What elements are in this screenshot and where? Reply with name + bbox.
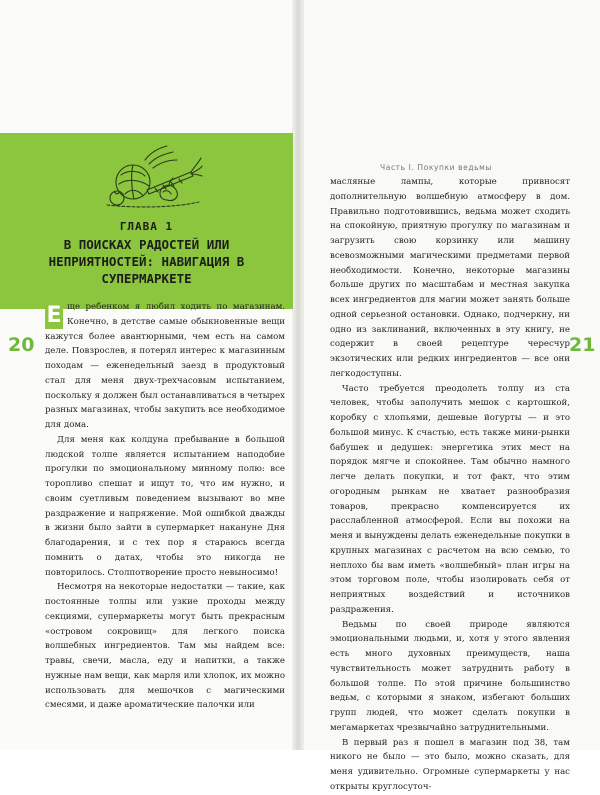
vegetables-sketch-icon — [103, 142, 203, 210]
right-paragraph-2: Часто требуется преодолеть толпу из ста человек, чтобы заполучить мешок с картошкой, коробку с хлопьями, дешевые йогурты — и это большой минус. К счастью, есть также мини-рынки бабушек и дедушек: энергетика этих мест на порядок мягче и спокойнее. Там обычно намного легче делать покупки, и тот факт, что этим огородным рынкам не хватает разнообразия товаров, прекрасно компенсируется их расслабленной атмосферой. Если вы похожи на меня и вынуждены делать еженедельные покупки в крупных магазинах с расчетом на всю семью, то неплохо бы вам иметь «волшебный» план игры на этом торговом поле, чтобы изолировать себя от неприятных воздействий и источников раздражения. — [330, 383, 570, 615]
left-paragraph-1 — [45, 300, 285, 433]
left-paragraph-2: Для меня как колдуна пребывание в большой людской толпе является испытанием наподобие прогулки по эмоциональному минному полю: все торопливо спешат и ищут то, что им нужно, и своим суетливым поведением вызывают во мне раздражение и напряжение. Мой ошибкой дважды в жизни было зайти в супермаркет накануне Дня благодарения, и с тех пор я стараюсь всегда помнить о датах, чтобы это никогда не повторилось. Столпотворение просто невыносимо! — [45, 434, 285, 578]
drop-cap: Е — [46, 303, 62, 328]
chapter-label: ГЛАВА 1 — [119, 220, 174, 233]
left-paragraph-3: Несмотря на некоторые недостатки — такие, как постоянные толпы или узкие проходы между секциями, супермаркеты могут быть прекрасным «островом сокровищ» для легкого поиска волшебных ингредиентов. Там мы найдем все: травы, свечи, масла, еду и напитки, а также нужные нам вещи, как марля или хлопок, их можно использовать для мешочков с магическими смесями, и даже ароматические палочки или — [45, 582, 285, 711]
right-paragraph-4: В первый раз я пошел в магазин под 38, там никого не было — это было, можно сказать, для меня удивительно. Огромные супермаркеты у нас открыты круглосуточ- — [330, 737, 570, 792]
running-head: Часть I. Покупки ведьмы — [380, 163, 492, 172]
chapter-title: В ПОИСКАХ РАДОСТЕЙ ИЛИ НЕПРИЯТНОСТЕЙ: НАВИГАЦИЯ В СУПЕРМАРКЕТЕ — [48, 237, 245, 286]
right-page-body — [330, 175, 570, 795]
page-number-left: 20 — [8, 334, 35, 356]
book-gutter — [292, 0, 304, 750]
right-paragraph-3: Ведьмы по своей природе являются эмоциональными людьми, и, хотя у этого явления есть много духовных преимуществ, наша чувствительность может затруднить работу в большой толпе. По этой причине большинство ведьм, с которыми я знаком, избегают больших групп людей, что может сделать покупки в мегамаркетах чрезвычайно затруднительными. — [330, 619, 570, 733]
right-paragraph-1: масляные лампы, которые привносят дополнительную волшебную атмосферу в дом. Правильно подготовившись, ведьма может сходить на спокойную, приятную прогулку по магазинам и загрузить свою корзинку или машину всевозможными магическими предметами первой необходимости. Конечно, некоторые магазины больше других по масштабам и местная закупка всех ингредиентов для магии может занять больше одной серьезной остановки. Однако, подчеркну, ни одно из заклинаний, включенных в эту книгу, не содержит в своей рецептуре чересчур экзотических или редких ингредиентов — все они легкодоступны. — [330, 177, 570, 379]
page-number-right: 21 — [569, 334, 596, 356]
left-page-body — [45, 300, 285, 713]
left-paragraph-1-text: ще ребенком я любил ходить по магазинам. Конечно, в детстве самые обыкновенные вещи кажутся более авантюрными, чем есть на самом деле. Повзрослев, я потерял интерес к магазинным походам — еженедельный заезд в продуктовый стал для меня двух-трехчасовым испытанием, поскольку я должен был останавливаться в четырех разных магазинах, чтобы закупить все необходимое для дома. — [45, 302, 285, 430]
